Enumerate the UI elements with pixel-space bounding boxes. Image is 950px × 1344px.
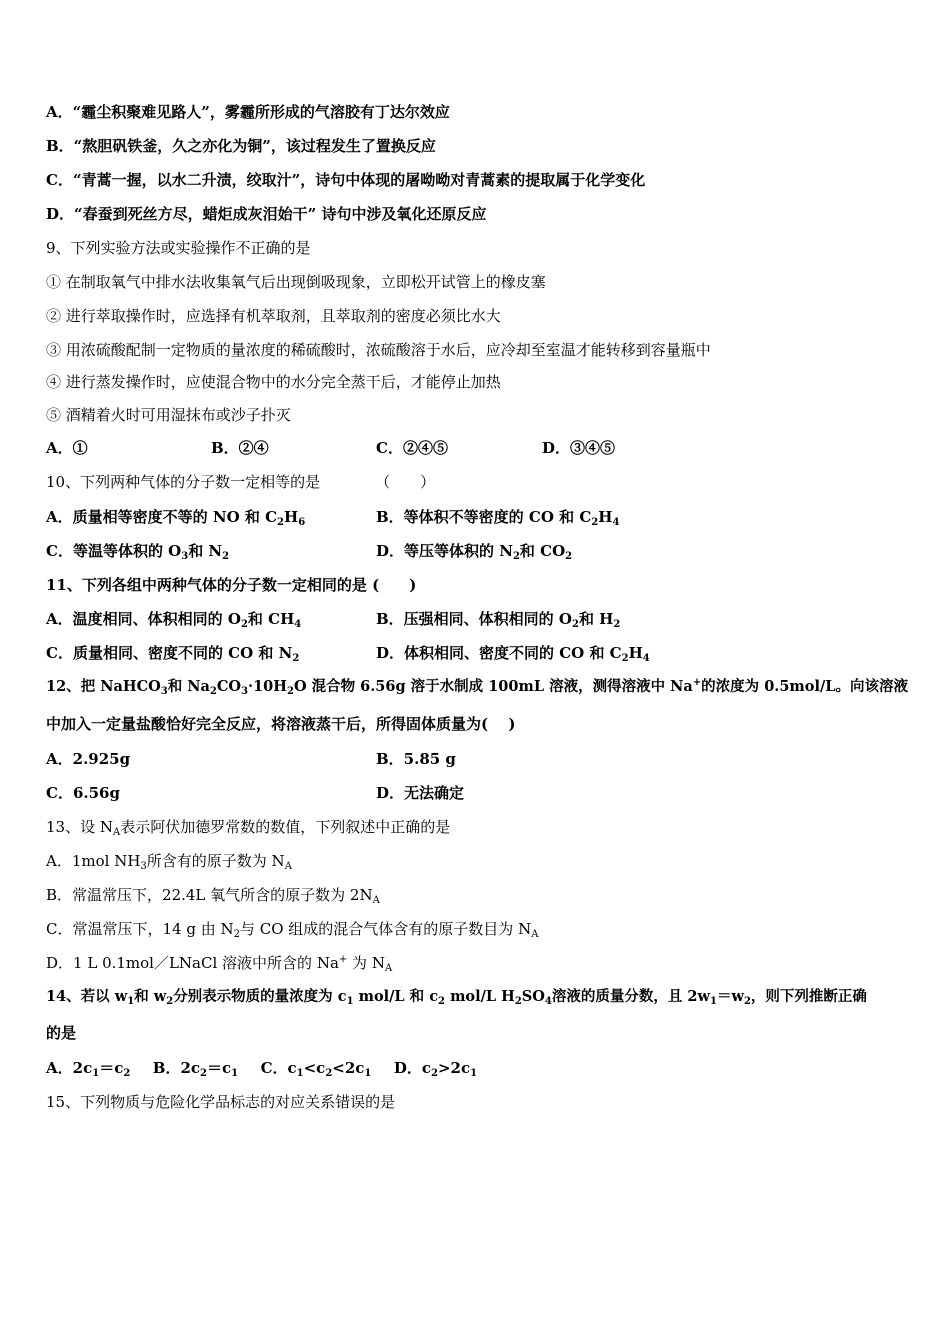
subscript: 2 bbox=[571, 619, 579, 630]
subscript: 3 bbox=[140, 861, 147, 872]
q14-option-b-text: B．2c bbox=[152, 1059, 201, 1077]
subscript: 2 bbox=[743, 996, 751, 1007]
subscript: A bbox=[372, 895, 380, 906]
subscript: 4 bbox=[294, 619, 302, 630]
q13-option-c-text: C．常温常压下，14 g 由 N bbox=[46, 920, 234, 938]
q12-text: ·10H bbox=[248, 678, 287, 695]
q9-statement-4: ④ 进行蒸发操作时，应使混合物中的水分完全蒸干后，才能停止加热 bbox=[46, 373, 501, 391]
q10-option-a bbox=[46, 507, 305, 527]
q11-options-row1 bbox=[46, 609, 906, 629]
subscript: A bbox=[531, 929, 539, 940]
q8-option-a: A．“霾尘积聚难见路人”，雾霾所形成的气溶胶有丁达尔效应 bbox=[46, 103, 450, 121]
subscript: 2 bbox=[200, 1068, 207, 1079]
subscript: 2 bbox=[277, 517, 284, 528]
subscript: 2 bbox=[512, 551, 520, 562]
q13-option-c-text: 与 CO 组成的混合气体含有的原子数目为 N bbox=[239, 920, 532, 938]
q10-stem bbox=[46, 472, 435, 492]
subscript: 2 bbox=[123, 1068, 131, 1079]
q12-text: 的浓度为 0.5mol/L。向该溶液 bbox=[701, 678, 908, 695]
subscript: 6 bbox=[298, 517, 306, 528]
q14-stem-line2: 的是 bbox=[46, 1024, 77, 1042]
q14-option-d bbox=[394, 1059, 477, 1077]
subscript: 1 bbox=[470, 1068, 478, 1079]
q11-option-d-text: H bbox=[628, 644, 643, 662]
subscript: 3 bbox=[181, 551, 189, 562]
subscript: 4 bbox=[612, 517, 620, 528]
q10-option-c-text: 和 N bbox=[188, 542, 223, 560]
q12-text: 12、把 NaHCO bbox=[46, 678, 161, 695]
subscript: 2 bbox=[222, 551, 230, 562]
q10-option-a-text: H bbox=[284, 508, 299, 526]
q11-option-a-text: 和 CH bbox=[247, 610, 295, 628]
q10-option-c bbox=[46, 541, 229, 561]
q9-statement-3: ③ 用浓硫酸配制一定物质的量浓度的稀硫酸时，浓硫酸溶于水后，应冷却至室温才能转移到容量瓶中 bbox=[46, 341, 711, 359]
q13-option-a-text: 所含有的原子数为 N bbox=[146, 852, 285, 870]
subscript: 2 bbox=[166, 996, 174, 1007]
subscript: A bbox=[284, 861, 292, 872]
q9-statement-5: ⑤ 酒精着火时可用湿抹布或沙子扑灭 bbox=[46, 406, 291, 424]
q12-option-c: C．6.56g bbox=[46, 784, 120, 802]
q14-option-a-text: ＝c bbox=[99, 1059, 124, 1077]
subscript: 1 bbox=[231, 1068, 239, 1079]
q10-answer-paren: （ ） bbox=[375, 473, 436, 491]
q15-stem: 15、下列物质与危险化学品标志的对应关系错误的是 bbox=[46, 1093, 396, 1111]
q11-option-b bbox=[376, 609, 620, 629]
q9-statement-2: ② 进行萃取操作时，应选择有机萃取剂，且萃取剂的密度必须比水大 bbox=[46, 307, 501, 325]
subscript: A bbox=[112, 827, 121, 838]
q14-text: SO bbox=[521, 988, 545, 1005]
q11-option-c bbox=[46, 643, 299, 663]
subscript: 4 bbox=[544, 996, 552, 1007]
q12-options-row1 bbox=[46, 749, 906, 769]
q13-option-a bbox=[46, 851, 292, 871]
subscript: 1 bbox=[710, 996, 717, 1007]
q9-option-b: B．②④ bbox=[211, 439, 269, 457]
q14-text: mol/L 和 c bbox=[353, 988, 439, 1005]
q14-option-c-text: C．c bbox=[260, 1059, 297, 1077]
q13-option-b bbox=[46, 885, 380, 905]
subscript: 2 bbox=[292, 653, 300, 664]
q13-stem-text: 13、设 N bbox=[46, 818, 113, 836]
subscript: 2 bbox=[240, 619, 248, 630]
q14-option-b-text: ＝c bbox=[206, 1059, 232, 1077]
q12-stem-line1 bbox=[46, 677, 908, 697]
q12-option-a: A．2.925g bbox=[46, 750, 131, 768]
q8-option-d: D．“春蚕到死丝方尽，蜡炬成灰泪始干” 诗句中涉及氧化还原反应 bbox=[46, 205, 487, 223]
q14-text: 和 w bbox=[134, 988, 167, 1005]
q13-option-c bbox=[46, 919, 538, 939]
subscript: 1 bbox=[92, 1068, 100, 1079]
subscript: 2 bbox=[613, 619, 621, 630]
subscript: 2 bbox=[233, 929, 240, 940]
q13-stem-text: 表示阿伏加德罗常数的数值，下列叙述中正确的是 bbox=[120, 818, 451, 836]
q11-option-d bbox=[376, 643, 650, 663]
q10-option-b bbox=[376, 507, 619, 527]
q9-option-d: D．③④⑤ bbox=[542, 439, 616, 457]
subscript: 2 bbox=[621, 653, 629, 664]
q11-option-a-text: A．温度相同、体积相同的 O bbox=[46, 610, 241, 628]
q13-option-b-text: B．常温常压下，22.4L 氧气所含的原子数为 2N bbox=[46, 886, 373, 904]
q14-options bbox=[46, 1058, 477, 1078]
q10-options-row2 bbox=[46, 541, 906, 561]
q12-text: CO bbox=[216, 678, 242, 695]
q11-option-c-text: C．质量相同、密度不同的 CO 和 N bbox=[46, 644, 293, 662]
subscript: 3 bbox=[160, 686, 168, 697]
q11-option-b-text: 和 H bbox=[578, 610, 614, 628]
subscript: 2 bbox=[431, 1068, 438, 1079]
q9-option-c: C．②④⑤ bbox=[376, 439, 448, 457]
q11-option-b-text: B．压强相同、体积相同的 O bbox=[376, 610, 572, 628]
subscript: 2 bbox=[438, 996, 446, 1007]
q13-stem bbox=[46, 817, 450, 837]
q14-option-c bbox=[261, 1059, 372, 1077]
q12-stem-line2: 中加入一定量盐酸恰好完全反应，将溶液蒸干后，所得固体质量为( ) bbox=[46, 715, 516, 733]
q10-option-b-text: H bbox=[598, 508, 613, 526]
q10-option-d-text: 和 CO bbox=[519, 542, 566, 560]
subscript: 4 bbox=[642, 653, 650, 664]
subscript: 2 bbox=[591, 517, 599, 528]
q11-option-a bbox=[46, 609, 301, 629]
q14-stem-line1 bbox=[46, 987, 867, 1007]
q11-stem: 11、下列各组中两种气体的分子数一定相同的是 ( ) bbox=[46, 576, 417, 594]
subscript: 1 bbox=[346, 996, 354, 1007]
q14-option-c-text: <2c bbox=[332, 1059, 365, 1077]
subscript: 1 bbox=[296, 1068, 304, 1079]
q14-option-b bbox=[153, 1059, 238, 1077]
q14-option-a-text: A．2c bbox=[46, 1059, 93, 1077]
subscript: 2 bbox=[325, 1068, 333, 1079]
subscript: A bbox=[384, 963, 393, 974]
q13-option-d-text: 为 N bbox=[347, 954, 385, 972]
subscript: 2 bbox=[565, 551, 573, 562]
q9-stem: 9、下列实验方法或实验操作不正确的是 bbox=[46, 239, 311, 257]
q8-option-b: B．“熬胆矾铁釜，久之亦化为铜”，该过程发生了置换反应 bbox=[46, 137, 436, 155]
q10-option-d bbox=[376, 541, 572, 561]
q12-option-d: D．无法确定 bbox=[376, 784, 465, 802]
subscript: 2 bbox=[209, 686, 217, 697]
superscript: + bbox=[338, 954, 348, 965]
q13-option-d-text: D．1 L 0.1mol／LNaCl 溶液中所含的 Na bbox=[46, 954, 339, 972]
subscript: 1 bbox=[127, 996, 135, 1007]
q14-text: ，则下列推断正确 bbox=[750, 988, 867, 1005]
q10-option-c-text: C．等温等体积的 O bbox=[46, 542, 182, 560]
q12-text: 和 Na bbox=[167, 678, 210, 695]
q10-option-b-text: B．等体积不等密度的 CO 和 C bbox=[376, 508, 592, 526]
q13-option-a-text: A．1mol NH bbox=[46, 852, 141, 870]
q14-text: 14、若以 w bbox=[46, 988, 128, 1005]
subscript: 1 bbox=[364, 1068, 372, 1079]
q11-option-d-text: D．体积相同、密度不同的 CO 和 C bbox=[376, 644, 622, 662]
q11-options-row2 bbox=[46, 643, 906, 663]
q12-option-b: B．5.85 g bbox=[376, 750, 456, 768]
q14-text: 溶液的质量分数，且 2w bbox=[551, 988, 710, 1005]
q8-option-c: C．“青蒿一握，以水二升渍，绞取汁”，诗句中体现的屠呦呦对青蒿素的提取属于化学变化 bbox=[46, 171, 646, 189]
q14-text: 分别表示物质的量浓度为 c bbox=[173, 988, 347, 1005]
q10-stem-text: 10、下列两种气体的分子数一定相等的是 bbox=[46, 473, 321, 491]
q12-text: O 混合物 6.56g 溶于水制成 100mL 溶液，测得溶液中 Na bbox=[293, 678, 693, 695]
q14-option-a bbox=[46, 1059, 130, 1077]
subscript: 2 bbox=[514, 996, 522, 1007]
q14-text: mol/L H bbox=[445, 988, 515, 1005]
superscript: + bbox=[692, 677, 702, 688]
q10-option-a-text: A．质量相等密度不等的 NO 和 C bbox=[46, 508, 278, 526]
q10-options-row1 bbox=[46, 507, 906, 527]
q9-statement-1: ① 在制取氧气中排水法收集氧气后出现倒吸现象，立即松开试管上的橡皮塞 bbox=[46, 273, 546, 291]
q14-option-d-text: >2c bbox=[437, 1059, 471, 1077]
q13-option-d bbox=[46, 953, 392, 973]
subscript: 3 bbox=[241, 686, 249, 697]
q10-option-d-text: D．等压等体积的 N bbox=[376, 542, 513, 560]
q14-text: ＝w bbox=[716, 988, 744, 1005]
q14-option-c-text: <c bbox=[303, 1059, 326, 1077]
q9-option-a: A．① bbox=[46, 439, 88, 457]
subscript: 2 bbox=[286, 686, 294, 697]
q12-options-row2 bbox=[46, 783, 906, 803]
q14-option-d-text: D．c bbox=[393, 1059, 432, 1077]
